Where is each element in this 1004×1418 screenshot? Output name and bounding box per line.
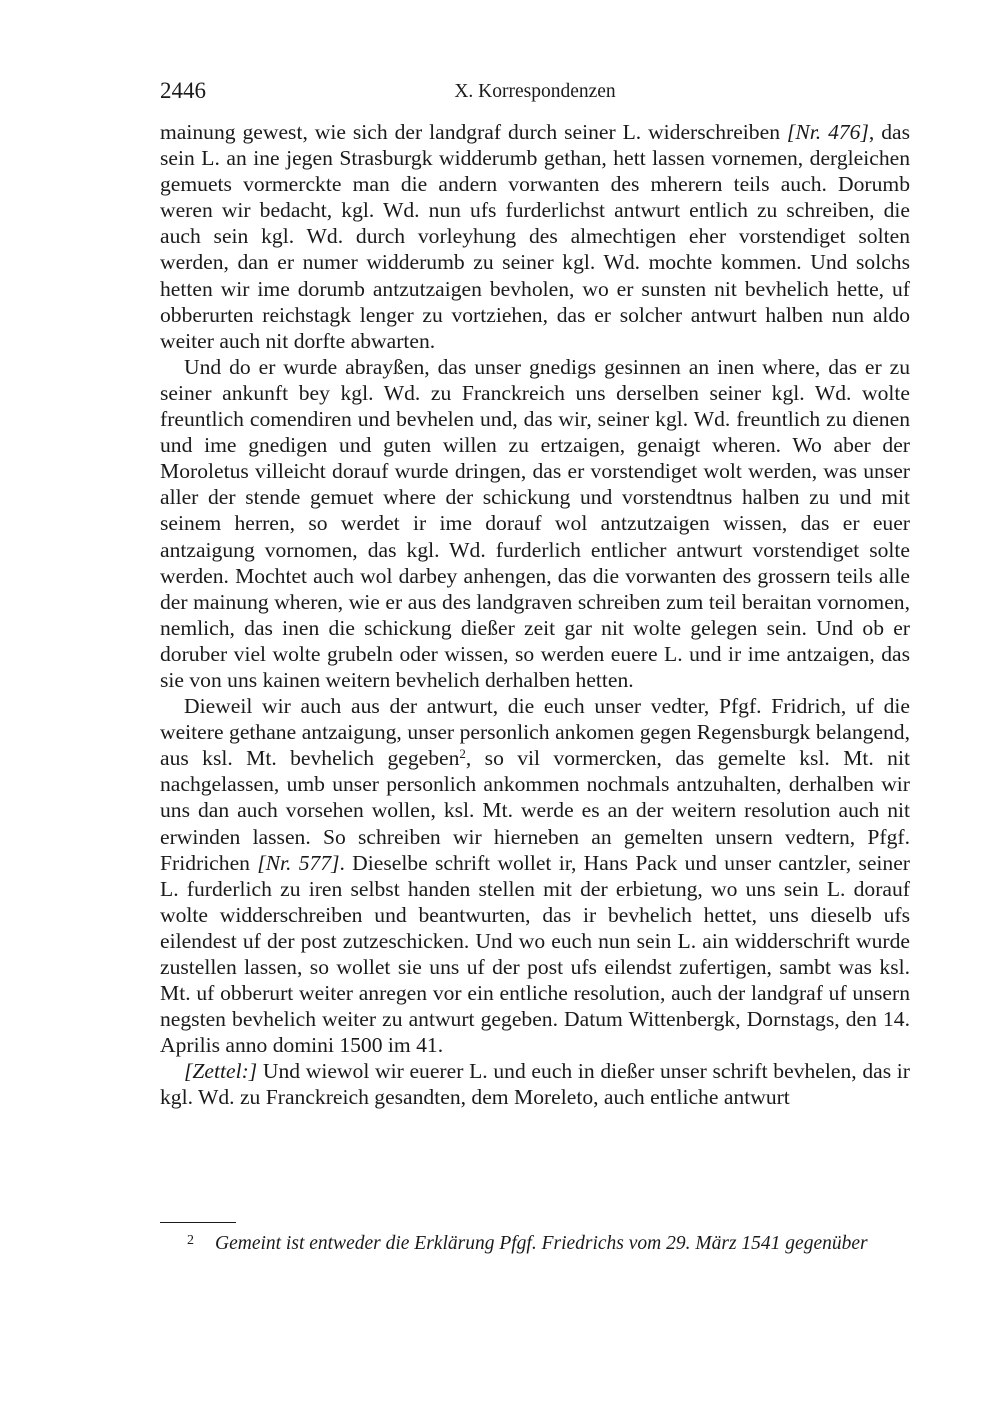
footnote-number: 2 [187, 1233, 194, 1248]
paragraph-2: Und do er wurde abrayßen, das unser gnedigs gesinnen an inen where, das er zu seiner ankunft bey kgl. Wd. zu Franckreich uns derselben seiner kgl. Wd. wolte freuntlich comendiren und bevhelen und, das wir, seiner kgl. Wd. freuntlich zu dienen und ime gnedigen und guten willen zu ertzaigen, genaigt wheren. Wo aber der Moroletus villeicht dorauf wurde dringen, das er vorstendiget wolt werden, was unser aller der stende gemuet where der schickung und vorstendtnus halben zu und mit seinem herren, so werdet ir ime dorauf wol antzutzaigen wissen, das er euer antzaigung vornomen, das kgl. Wd. furderlich entlicher antwurt vorstendiget solte werden. Mochtet auch wol darbey anhengen, das die vorwanten des grossern teils alle der mainung wheren, wie er aus des landgraven schreiben zum teil beraitan vornomen, nemlich, das inen die schickung dießer zeit gar nit wolte gelegen sein. Und ob er doruber viel wolte grubeln oder wissen, so werden euere L. und ir ime antzaigen, das sie von uns kainen weitern bevhelich derhalben hetten. [160, 354, 910, 692]
footnote [160, 1228, 910, 1256]
paragraph-1-text-b: , das sein L. an ine jegen Strasburgk widderumb gethan, hett lassen vornemen, dergleichen gemuets vormerckte man die andern vorwanten des mherern teils auch. Dorumb weren wir bedacht, kgl. Wd. nun ufs furderlichst antwurt entlich zu schreiben, die auch sein kgl. Wd. durch vorleyhung des almechtigen eher vorstendiget solten werden, dan er numer widderumb zu seiner kgl. Wd. mochte kommen. Und solchs hetten wir ime dorumb antzutzaigen bevholen, wo er sunsten nit bevhelich hette, uf obberurten reichstagk lenger zu vortziehen, das er solcher antwurt halben nun aldo weiter auch nit dorfte abwarten. [160, 120, 910, 353]
paragraph-1-text-a: mainung gewest, wie sich der landgraf durch seiner L. widerschreiben [160, 120, 787, 144]
paragraph-3 [160, 693, 910, 1058]
running-head: X. Korrespondenzen [454, 81, 616, 102]
cross-reference-nr-476: [Nr. 476] [786, 120, 869, 144]
zettel-label: [Zettel:] [184, 1059, 258, 1084]
page-header [160, 78, 910, 108]
paragraph-4-text: Und wiewol wir euerer L. und euch in dießer unser schrift bevhelen, das ir kgl. Wd. zu Franckreich gesandten, dem Moreleto, auch entliche antwurt [160, 1059, 910, 1110]
paragraph-1 [160, 119, 910, 354]
paragraph-3-text-c: . Dieselbe schrift wollet ir, Hans Pack und unser cantzler, seiner L. furderlich zu iren selbst handen stellen mit der erbietung, wo uns sein L. dorauf wolte widderschreiben und beantwurten, das ir bevhelich hettet, uns dieselb ufs eilendest uf der post zutzeschicken. Und wo euch nun sein L. ain widderschrift wurde zustellen lassen, so wollet sie uns uf der post ufs eilendst zufertigen, sambt was ksl. Mt. uf obberurt weiter anregen vor ein entliche resolution, auch der landgraf uf unsern negsten bevhelich weiter zu antwurt gegeben. Datum Wittenbergk, Dornstags, den 14. Aprilis anno domini 1500 im 41. [160, 850, 910, 1058]
footnote-text: Gemeint ist entweder die Erklärung Pfgf. Friedrichs vom 29. März 1541 gegenüber [215, 1233, 868, 1254]
page-number: 2446 [160, 78, 206, 103]
paragraph-3-text-a: Dieweil wir auch aus der antwurt, die euch unser vedter, Pfgf. Fridrich, uf die weitere gethane antzaigung, unser personlich ankomen gegen Regensburgk belangend, aus ksl. Mt. bevhelich gegeben [160, 694, 910, 771]
main-text [160, 119, 910, 1111]
footnote-divider [160, 1222, 236, 1223]
footnote-reference: 2 [459, 746, 466, 762]
cross-reference-nr-577: [Nr. 577] [257, 850, 340, 875]
paragraph-4 [160, 1058, 910, 1110]
paragraph-3-text-b: , so vil vormercken, das gemelte ksl. Mt. nit nachgelassen, umb unser personlich ankommen nochmals antzuhalten, derhalben wir uns dan auch vorsehen wollen, ksl. Mt. werde es an der weitern resolution auch nit erwinden lassen. So schreiben wir hierneben an gemelten unsern vedtern, Pfgf. Fridrichen [160, 746, 910, 875]
